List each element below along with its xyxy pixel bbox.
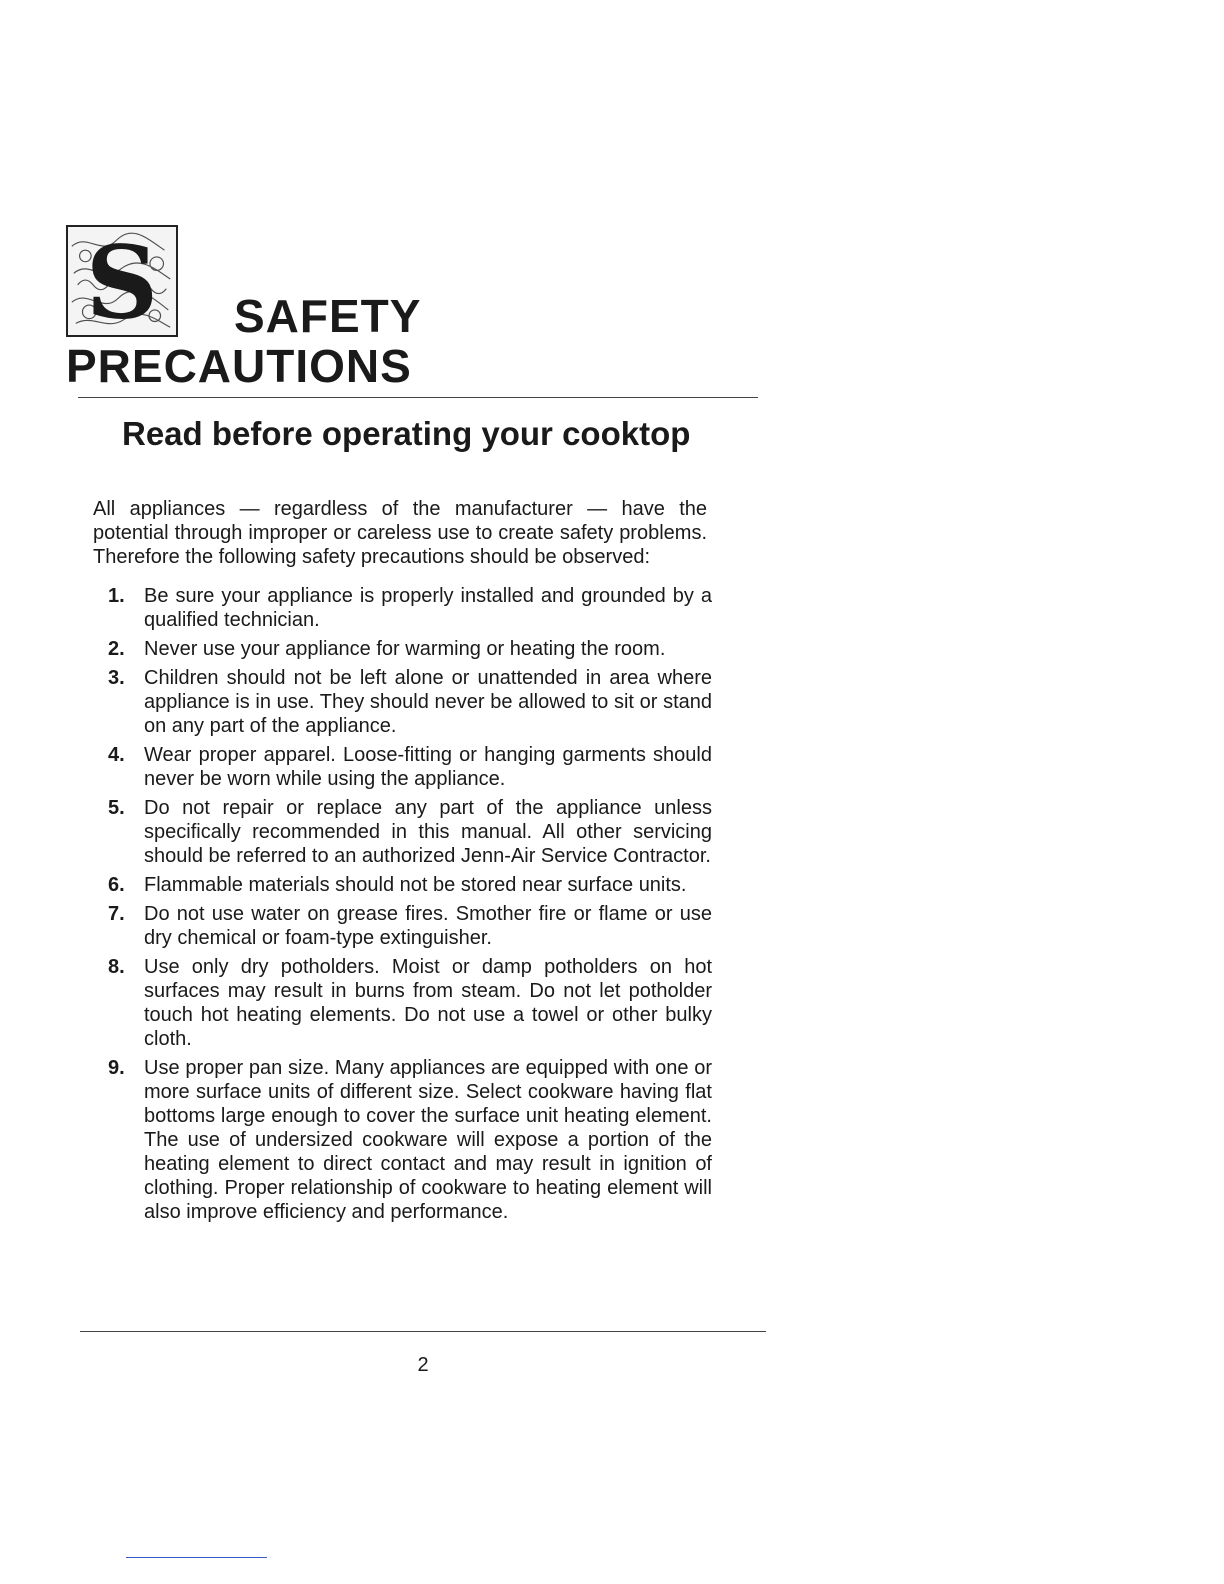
item-text: Use proper pan size. Many appliances are equipped with one or more surface units of different size. Select cookware having flat bottoms large enough to cover the surface unit heating element. The use of undersized cookware will expose a portion of the heating element to direct contact and may result in ignition of clothing. Proper relationship of cookware to heating element will also improve efficiency and performance. <box>144 1057 712 1223</box>
item-number: 8. <box>108 956 125 978</box>
title-divider <box>78 397 758 398</box>
item-text: Be sure your appliance is properly installed and grounded by a qualified technician. <box>144 585 712 631</box>
list-item <box>108 743 712 791</box>
footer-underline <box>126 1557 267 1558</box>
item-number: 2. <box>108 638 125 660</box>
page-number: 2 <box>417 1354 429 1376</box>
ornamental-s-icon <box>68 227 176 335</box>
section-subtitle: Read before operating your cooktop <box>122 415 691 452</box>
intro-paragraph: All appliances — regardless of the manufacturer — have the potential through improper or careless use to create safety problems. Therefore the following safety precautions should be observed: <box>93 498 707 568</box>
list-item <box>108 666 712 738</box>
item-number: 3. <box>108 667 125 689</box>
precautions-list <box>108 584 712 1229</box>
item-text: Wear proper apparel. Loose-fitting or hanging garments should never be worn while using the appliance. <box>144 744 712 790</box>
item-number: 9. <box>108 1057 125 1079</box>
item-text: Do not use water on grease fires. Smother fire or flame or use dry chemical or foam-type extinguisher. <box>144 903 712 949</box>
list-item <box>108 637 712 661</box>
list-item <box>108 902 712 950</box>
item-text: Do not repair or replace any part of the appliance unless specifically recommended in this manual. All other servicing should be referred to an authorized Jenn-Air Service Contractor. <box>144 797 712 867</box>
list-item <box>108 1056 712 1224</box>
item-text: Flammable materials should not be stored near surface units. <box>144 874 687 896</box>
item-number: 6. <box>108 874 125 896</box>
item-number: 1. <box>108 585 125 607</box>
list-item <box>108 873 712 897</box>
item-number: 5. <box>108 797 125 819</box>
page-title-line1: SAFETY <box>234 290 422 342</box>
footer-divider <box>80 1331 766 1332</box>
item-text: Never use your appliance for warming or heating the room. <box>144 638 666 660</box>
item-text: Children should not be left alone or unattended in area where appliance is in use. They should never be allowed to sit or stand on any part of the appliance. <box>144 667 712 737</box>
list-item <box>108 584 712 632</box>
item-number: 4. <box>108 744 125 766</box>
list-item <box>108 955 712 1051</box>
item-text: Use only dry potholders. Moist or damp potholders on hot surfaces may result in burns from steam. Do not let potholder touch hot heating elements. Do not use a towel or other bulky cloth. <box>144 956 712 1050</box>
list-item <box>108 796 712 868</box>
ornamental-dropcap <box>66 225 178 337</box>
item-number: 7. <box>108 903 125 925</box>
dropcap-letter: S <box>85 227 159 335</box>
page-title-line2: PRECAUTIONS <box>66 340 412 392</box>
